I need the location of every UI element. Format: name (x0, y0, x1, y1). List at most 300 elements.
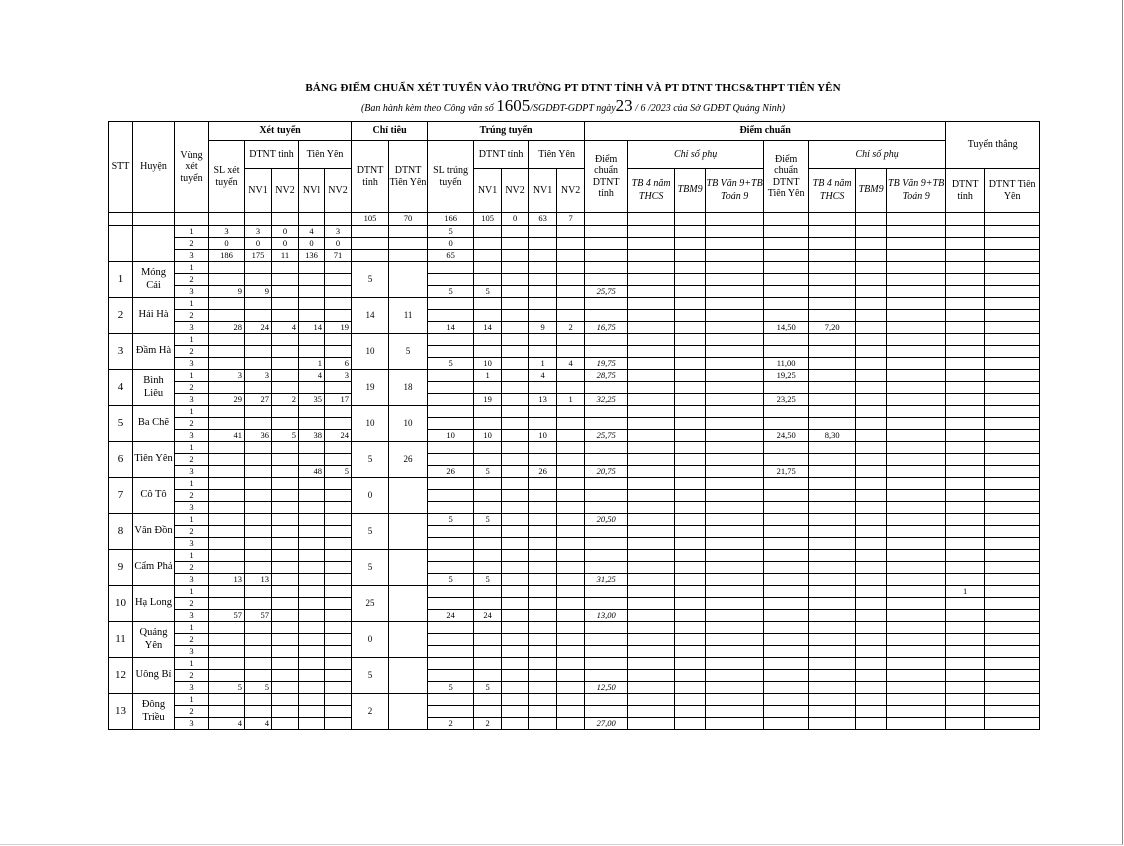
tuyen-thang-tien-yen-cell (985, 622, 1040, 634)
tt-ty-nv1-cell (529, 310, 557, 322)
xt-tinh-nv2-cell (272, 502, 299, 514)
xt-ty-nv1-cell: 38 (299, 430, 325, 442)
stt-cell: 2 (109, 298, 133, 334)
document-title: BẢNG ĐIỂM CHUẨN XÉT TUYỂN VÀO TRƯỜNG PT DTNT TỈNH VÀ PT DTNT THCS&THPT TIÊN YÊN (305, 82, 841, 94)
diem-chuan-tinh-cell (585, 598, 628, 610)
tt-tinh-nv2-cell (502, 274, 529, 286)
table-row (109, 526, 1040, 538)
tt-ty-nv2-cell (557, 526, 585, 538)
xt-ty-nv2-cell (325, 454, 352, 466)
sl-xet-tuyen-cell: 9 (209, 286, 245, 298)
tuyen-thang-tien-yen-cell (985, 454, 1040, 466)
diem-chuan-tien-yen-cell: 14,50 (764, 322, 809, 334)
tbvt-tien-yen-cell (887, 670, 946, 682)
diem-chuan-tien-yen-cell (764, 418, 809, 430)
tb4-tinh-cell (628, 490, 675, 502)
tuyen-thang-tien-yen-cell (985, 310, 1040, 322)
tb4-tinh-cell (628, 322, 675, 334)
tt-tinh-nv2-cell (502, 562, 529, 574)
diem-chuan-tinh-cell (585, 442, 628, 454)
tbvt-tien-yen-cell (887, 394, 946, 406)
tb4-tinh-cell (628, 262, 675, 274)
table-row (109, 358, 1040, 370)
xt-ty-nv2-cell: 71 (325, 250, 352, 262)
vung-cell: 2 (175, 562, 209, 574)
table-row (109, 658, 1040, 670)
tbm9-tien-yen-cell (856, 610, 887, 622)
tt-ty-nv2-cell: 4 (557, 358, 585, 370)
tt-tinh-nv1-cell: 5 (474, 574, 502, 586)
xt-tinh-nv1-cell (245, 670, 272, 682)
table-row (109, 490, 1040, 502)
col-tt-tinh-nv1: NV1 (474, 169, 502, 213)
tb4-tien-yen-cell (809, 310, 856, 322)
tbvt-tien-yen-cell (887, 442, 946, 454)
tbvt-tien-yen-cell (887, 358, 946, 370)
sl-xet-tuyen-cell: 3 (209, 370, 245, 382)
tb4-tinh-cell (628, 694, 675, 706)
tbvt-tien-yen-cell (887, 574, 946, 586)
tt-ty-nv2-cell (557, 286, 585, 298)
col-xt-ty-nv1: NVl (299, 169, 325, 213)
district-name-cell: Cô Tô (133, 478, 175, 514)
chi-tieu-tien-yen-cell (389, 586, 428, 622)
tuyen-thang-tien-yen-cell (985, 670, 1040, 682)
vung-cell: 1 (175, 406, 209, 418)
xt-ty-nv1-cell (299, 646, 325, 658)
tt-ty-nv2-cell (557, 442, 585, 454)
xt-tinh-nv2-cell (272, 442, 299, 454)
tt-ty-nv2-cell (557, 430, 585, 442)
vung-cell: 1 (175, 334, 209, 346)
tb4-tien-yen-cell (809, 406, 856, 418)
xt-ty-nv1-cell: 0 (299, 238, 325, 250)
tb4-tinh-cell (628, 502, 675, 514)
diem-chuan-tinh-cell: 28,75 (585, 370, 628, 382)
tt-tinh-nv1-cell: 5 (474, 286, 502, 298)
table-row (109, 670, 1040, 682)
diem-chuan-tien-yen-cell (764, 538, 809, 550)
xt-tinh-nv2-cell (272, 286, 299, 298)
tbvt-tinh-cell (706, 358, 764, 370)
chi-tieu-tinh-cell: 0 (352, 622, 389, 658)
summary-row (109, 226, 1040, 238)
tt-ty-nv1-cell: 26 (529, 466, 557, 478)
table-row (109, 418, 1040, 430)
tbvt-tinh-cell (706, 370, 764, 382)
sl-trung-tuyen-cell (428, 598, 474, 610)
tbm9-tien-yen-cell (856, 466, 887, 478)
diem-chuan-tinh-cell (585, 586, 628, 598)
xt-ty-nv1-cell (299, 598, 325, 610)
xt-tinh-nv1-cell (245, 538, 272, 550)
stt-cell: 3 (109, 334, 133, 370)
tb4-tinh-cell (628, 310, 675, 322)
table-row (109, 478, 1040, 490)
vung-cell: 1 (175, 226, 209, 238)
xt-tinh-nv2-cell (272, 298, 299, 310)
tbm9-tien-yen-cell (856, 334, 887, 346)
tbvt-tien-yen-cell (887, 550, 946, 562)
tbvt-tinh-cell (706, 298, 764, 310)
tbvt-tien-yen-cell (887, 502, 946, 514)
tb4-tien-yen-cell (809, 502, 856, 514)
xt-tinh-nv1-cell (245, 646, 272, 658)
tt-tinh-nv2-cell (502, 322, 529, 334)
table-row (109, 454, 1040, 466)
tbvt-tinh-cell (706, 694, 764, 706)
tbm9-tinh-cell (675, 382, 706, 394)
tt-tinh-nv2-cell (502, 682, 529, 694)
table-row (109, 430, 1040, 442)
xt-tinh-nv2-cell (272, 658, 299, 670)
tt-tinh-nv1-cell: 10 (474, 430, 502, 442)
tb4-tien-yen-cell: 8,30 (809, 430, 856, 442)
tbvt-tien-yen-cell (887, 274, 946, 286)
vung-cell: 2 (175, 382, 209, 394)
tb4-tien-yen-cell (809, 634, 856, 646)
vung-cell: 1 (175, 442, 209, 454)
xt-ty-nv2-cell (325, 658, 352, 670)
xt-ty-nv1-cell: 35 (299, 394, 325, 406)
tbm9-tinh-cell (675, 358, 706, 370)
district-name-cell: Hải Hà (133, 298, 175, 334)
xt-tinh-nv2-cell (272, 706, 299, 718)
tb4-tien-yen-cell (809, 682, 856, 694)
xt-tinh-nv1-cell (245, 634, 272, 646)
tbvt-tien-yen-cell (887, 514, 946, 526)
xt-tinh-nv1-cell (245, 514, 272, 526)
tt-ty-nv2-cell (557, 274, 585, 286)
tbm9-tien-yen-cell (856, 286, 887, 298)
xt-tinh-nv1-cell (245, 418, 272, 430)
sl-xet-tuyen-cell (209, 538, 245, 550)
sl-trung-tuyen-cell (428, 478, 474, 490)
sl-xet-tuyen-cell (209, 622, 245, 634)
xt-tinh-nv1-cell: 3 (245, 370, 272, 382)
stt-cell: 10 (109, 586, 133, 622)
tbvt-tien-yen-cell (887, 490, 946, 502)
sl-trung-tuyen-cell (428, 418, 474, 430)
tt-tinh-nv2-cell (502, 346, 529, 358)
tb4-tinh-cell (628, 370, 675, 382)
tuyen-thang-tinh-cell (946, 502, 985, 514)
tb4-tien-yen-cell (809, 370, 856, 382)
table-row (109, 682, 1040, 694)
xt-ty-nv2-cell (325, 334, 352, 346)
district-name-cell: Hạ Long (133, 586, 175, 622)
tbvt-tinh-cell (706, 406, 764, 418)
tb4-tinh-cell (628, 634, 675, 646)
tbvt-tinh-cell (706, 310, 764, 322)
table-row (109, 586, 1040, 598)
diem-chuan-tinh-cell (585, 694, 628, 706)
tt-tinh-nv1-cell: 19 (474, 394, 502, 406)
col-xt-tien-yen: Tiên Yên (299, 141, 352, 169)
district-name-cell: Quảng Yên (133, 622, 175, 658)
tbm9-tien-yen-cell (856, 346, 887, 358)
total-chi-tieu-tien-yen: 70 (389, 213, 428, 226)
xt-tinh-nv1-cell: 36 (245, 430, 272, 442)
tb4-tien-yen-cell (809, 670, 856, 682)
xt-tinh-nv1-cell (245, 466, 272, 478)
tb4-tinh-cell (628, 466, 675, 478)
sl-xet-tuyen-cell (209, 694, 245, 706)
chi-tieu-tien-yen-cell (389, 694, 428, 730)
tt-tinh-nv2-cell (502, 658, 529, 670)
tbm9-tien-yen-cell (856, 442, 887, 454)
tbm9-tinh-cell (675, 478, 706, 490)
tt-tinh-nv1-cell (474, 658, 502, 670)
tbm9-tien-yen-cell (856, 262, 887, 274)
tt-tinh-nv2-cell (502, 646, 529, 658)
tbvt-tien-yen-cell (887, 346, 946, 358)
tbvt-tien-yen-cell (887, 310, 946, 322)
sl-trung-tuyen-cell (428, 658, 474, 670)
district-name-cell: Vân Đồn (133, 514, 175, 550)
tt-ty-nv1-cell (529, 562, 557, 574)
tt-tinh-nv1-cell (474, 586, 502, 598)
district-name-cell: Bình Liêu (133, 370, 175, 406)
col-tuyen-thang-tien-yen: DTNT Tiên Yên (985, 169, 1040, 213)
tt-ty-nv1-cell (529, 286, 557, 298)
tbm9-tien-yen-cell (856, 622, 887, 634)
tt-tinh-nv1-cell (474, 274, 502, 286)
col-tb4-tinh: TB 4 năm THCS (628, 169, 675, 213)
diem-chuan-tinh-cell (585, 310, 628, 322)
tbvt-tinh-cell (706, 274, 764, 286)
tuyen-thang-tinh-cell (946, 346, 985, 358)
xt-ty-nv1-cell (299, 406, 325, 418)
tbvt-tien-yen-cell (887, 562, 946, 574)
tt-tinh-nv1-cell (474, 694, 502, 706)
tbm9-tien-yen-cell (856, 430, 887, 442)
tbm9-tien-yen-cell (856, 550, 887, 562)
tt-ty-nv2-cell (557, 694, 585, 706)
xt-tinh-nv2-cell: 11 (272, 250, 299, 262)
table-row (109, 394, 1040, 406)
stt-cell: 6 (109, 442, 133, 478)
tbvt-tinh-cell (706, 382, 764, 394)
vung-cell: 2 (175, 274, 209, 286)
tbm9-tinh-cell (675, 598, 706, 610)
tbvt-tinh-cell (706, 634, 764, 646)
tuyen-thang-tinh-cell (946, 382, 985, 394)
chi-tieu-tinh-cell: 5 (352, 442, 389, 478)
tuyen-thang-tien-yen-cell (985, 550, 1040, 562)
table-row (109, 634, 1040, 646)
tt-tinh-nv1-cell (474, 490, 502, 502)
tt-ty-nv1-cell: 13 (529, 394, 557, 406)
tbm9-tinh-cell (675, 262, 706, 274)
xt-ty-nv1-cell (299, 418, 325, 430)
tt-ty-nv2-cell (557, 406, 585, 418)
tt-ty-nv1-cell (529, 622, 557, 634)
tb4-tien-yen-cell (809, 514, 856, 526)
tt-tinh-nv1-cell (474, 442, 502, 454)
diem-chuan-tien-yen-cell (764, 646, 809, 658)
xt-tinh-nv1-cell: 24 (245, 322, 272, 334)
xt-ty-nv2-cell (325, 406, 352, 418)
sl-trung-tuyen-cell: 5 (428, 358, 474, 370)
subtitle-part-b: /SGDĐT-GDPT ngày (530, 103, 616, 114)
table-row (109, 706, 1040, 718)
tt-ty-nv2-cell (557, 490, 585, 502)
group-xet-tuyen: Xét tuyển (209, 122, 352, 141)
diem-chuan-tinh-cell: 13,00 (585, 610, 628, 622)
tb4-tinh-cell (628, 406, 675, 418)
tt-tinh-nv2-cell (502, 586, 529, 598)
tt-tinh-nv2-cell (502, 406, 529, 418)
tuyen-thang-tinh-cell (946, 658, 985, 670)
xt-ty-nv2-cell (325, 646, 352, 658)
xt-tinh-nv1-cell: 0 (245, 238, 272, 250)
tbm9-tinh-cell (675, 538, 706, 550)
sl-trung-tuyen-cell: 5 (428, 226, 474, 238)
tuyen-thang-tien-yen-cell (985, 394, 1040, 406)
total-tt-tinh-nv2: 0 (502, 213, 529, 226)
tt-tinh-nv2-cell (502, 574, 529, 586)
tb4-tinh-cell (628, 298, 675, 310)
diem-chuan-tien-yen-cell (764, 550, 809, 562)
tt-ty-nv2-cell (557, 586, 585, 598)
tt-tinh-nv1-cell (474, 622, 502, 634)
diem-chuan-tien-yen-cell (764, 610, 809, 622)
xt-tinh-nv1-cell: 175 (245, 250, 272, 262)
xt-ty-nv2-cell: 24 (325, 430, 352, 442)
sl-trung-tuyen-cell (428, 454, 474, 466)
col-tbm9-tinh: TBM9 (675, 169, 706, 213)
xt-tinh-nv1-cell (245, 694, 272, 706)
tbm9-tien-yen-cell (856, 562, 887, 574)
tb4-tien-yen-cell (809, 586, 856, 598)
xt-tinh-nv2-cell (272, 694, 299, 706)
sl-xet-tuyen-cell (209, 646, 245, 658)
xt-tinh-nv2-cell (272, 406, 299, 418)
sl-xet-tuyen-cell: 3 (209, 226, 245, 238)
xt-tinh-nv2-cell (272, 478, 299, 490)
summary-row (109, 250, 1040, 262)
tt-tinh-nv1-cell (474, 418, 502, 430)
tbm9-tinh-cell (675, 670, 706, 682)
sl-xet-tuyen-cell (209, 310, 245, 322)
tt-ty-nv1-cell: 4 (529, 370, 557, 382)
xt-ty-nv2-cell (325, 706, 352, 718)
vung-cell: 3 (175, 502, 209, 514)
tuyen-thang-tien-yen-cell (985, 598, 1040, 610)
tt-tinh-nv1-cell (474, 670, 502, 682)
tbm9-tinh-cell (675, 406, 706, 418)
table-row (109, 574, 1040, 586)
tb4-tinh-cell (628, 286, 675, 298)
tbvt-tinh-cell (706, 262, 764, 274)
tt-tinh-nv2-cell (502, 358, 529, 370)
sl-xet-tuyen-cell (209, 382, 245, 394)
tt-ty-nv1-cell (529, 502, 557, 514)
col-tbvt-tien-yen: TB Văn 9+TB Toán 9 (887, 169, 946, 213)
tt-ty-nv2-cell: 2 (557, 322, 585, 334)
tuyen-thang-tien-yen-cell (985, 418, 1040, 430)
xt-tinh-nv1-cell: 27 (245, 394, 272, 406)
tbm9-tien-yen-cell (856, 670, 887, 682)
group-diem-chuan: Điểm chuẩn (585, 122, 946, 141)
diem-chuan-tien-yen-cell (764, 490, 809, 502)
table-body (109, 213, 1040, 730)
chi-tieu-tien-yen-cell (389, 622, 428, 658)
tt-tinh-nv1-cell: 24 (474, 610, 502, 622)
tbvt-tien-yen-cell (887, 454, 946, 466)
stt-cell: 1 (109, 262, 133, 298)
tbvt-tien-yen-cell (887, 262, 946, 274)
xt-tinh-nv1-cell (245, 490, 272, 502)
tbvt-tien-yen-cell (887, 466, 946, 478)
col-chi-so-phu-tinh: Chỉ số phụ (628, 141, 764, 169)
xt-tinh-nv1-cell: 3 (245, 226, 272, 238)
tbvt-tinh-cell (706, 514, 764, 526)
xt-ty-nv1-cell: 4 (299, 370, 325, 382)
xt-tinh-nv2-cell (272, 538, 299, 550)
tuyen-thang-tinh-cell (946, 646, 985, 658)
diem-chuan-tien-yen-cell (764, 658, 809, 670)
table-row (109, 262, 1040, 274)
vung-cell: 2 (175, 706, 209, 718)
tt-tinh-nv2-cell (502, 478, 529, 490)
tt-ty-nv2-cell (557, 550, 585, 562)
xt-ty-nv1-cell (299, 442, 325, 454)
tbvt-tien-yen-cell (887, 478, 946, 490)
tb4-tien-yen-cell (809, 274, 856, 286)
tuyen-thang-tinh-cell (946, 406, 985, 418)
tbvt-tinh-cell (706, 586, 764, 598)
tuyen-thang-tien-yen-cell (985, 466, 1040, 478)
tb4-tien-yen-cell (809, 526, 856, 538)
xt-ty-nv2-cell (325, 262, 352, 274)
xt-ty-nv1-cell: 4 (299, 226, 325, 238)
xt-ty-nv1-cell (299, 526, 325, 538)
tb4-tinh-cell (628, 346, 675, 358)
xt-tinh-nv1-cell: 57 (245, 610, 272, 622)
tbvt-tien-yen-cell (887, 718, 946, 730)
xt-ty-nv1-cell (299, 658, 325, 670)
tuyen-thang-tien-yen-cell (985, 406, 1040, 418)
vung-cell: 3 (175, 538, 209, 550)
tt-ty-nv1-cell (529, 694, 557, 706)
tuyen-thang-tien-yen-cell (985, 574, 1040, 586)
sl-trung-tuyen-cell: 24 (428, 610, 474, 622)
tt-ty-nv1-cell: 10 (529, 430, 557, 442)
xt-ty-nv2-cell (325, 346, 352, 358)
vung-cell: 3 (175, 466, 209, 478)
chi-tieu-tien-yen-cell: 18 (389, 370, 428, 406)
diem-chuan-tien-yen-cell (764, 502, 809, 514)
table-row (109, 334, 1040, 346)
vung-cell: 3 (175, 322, 209, 334)
xt-tinh-nv1-cell (245, 262, 272, 274)
vung-cell: 1 (175, 478, 209, 490)
diem-chuan-tien-yen-cell (764, 346, 809, 358)
tt-ty-nv2-cell (557, 610, 585, 622)
tt-ty-nv1-cell (529, 658, 557, 670)
sl-xet-tuyen-cell: 29 (209, 394, 245, 406)
tb4-tien-yen-cell (809, 298, 856, 310)
xt-tinh-nv2-cell (272, 310, 299, 322)
tbm9-tinh-cell (675, 622, 706, 634)
diem-chuan-tien-yen-cell (764, 682, 809, 694)
tb4-tien-yen-cell (809, 358, 856, 370)
tbvt-tien-yen-cell (887, 370, 946, 382)
chi-tieu-tinh-cell: 5 (352, 514, 389, 550)
vung-cell: 2 (175, 310, 209, 322)
